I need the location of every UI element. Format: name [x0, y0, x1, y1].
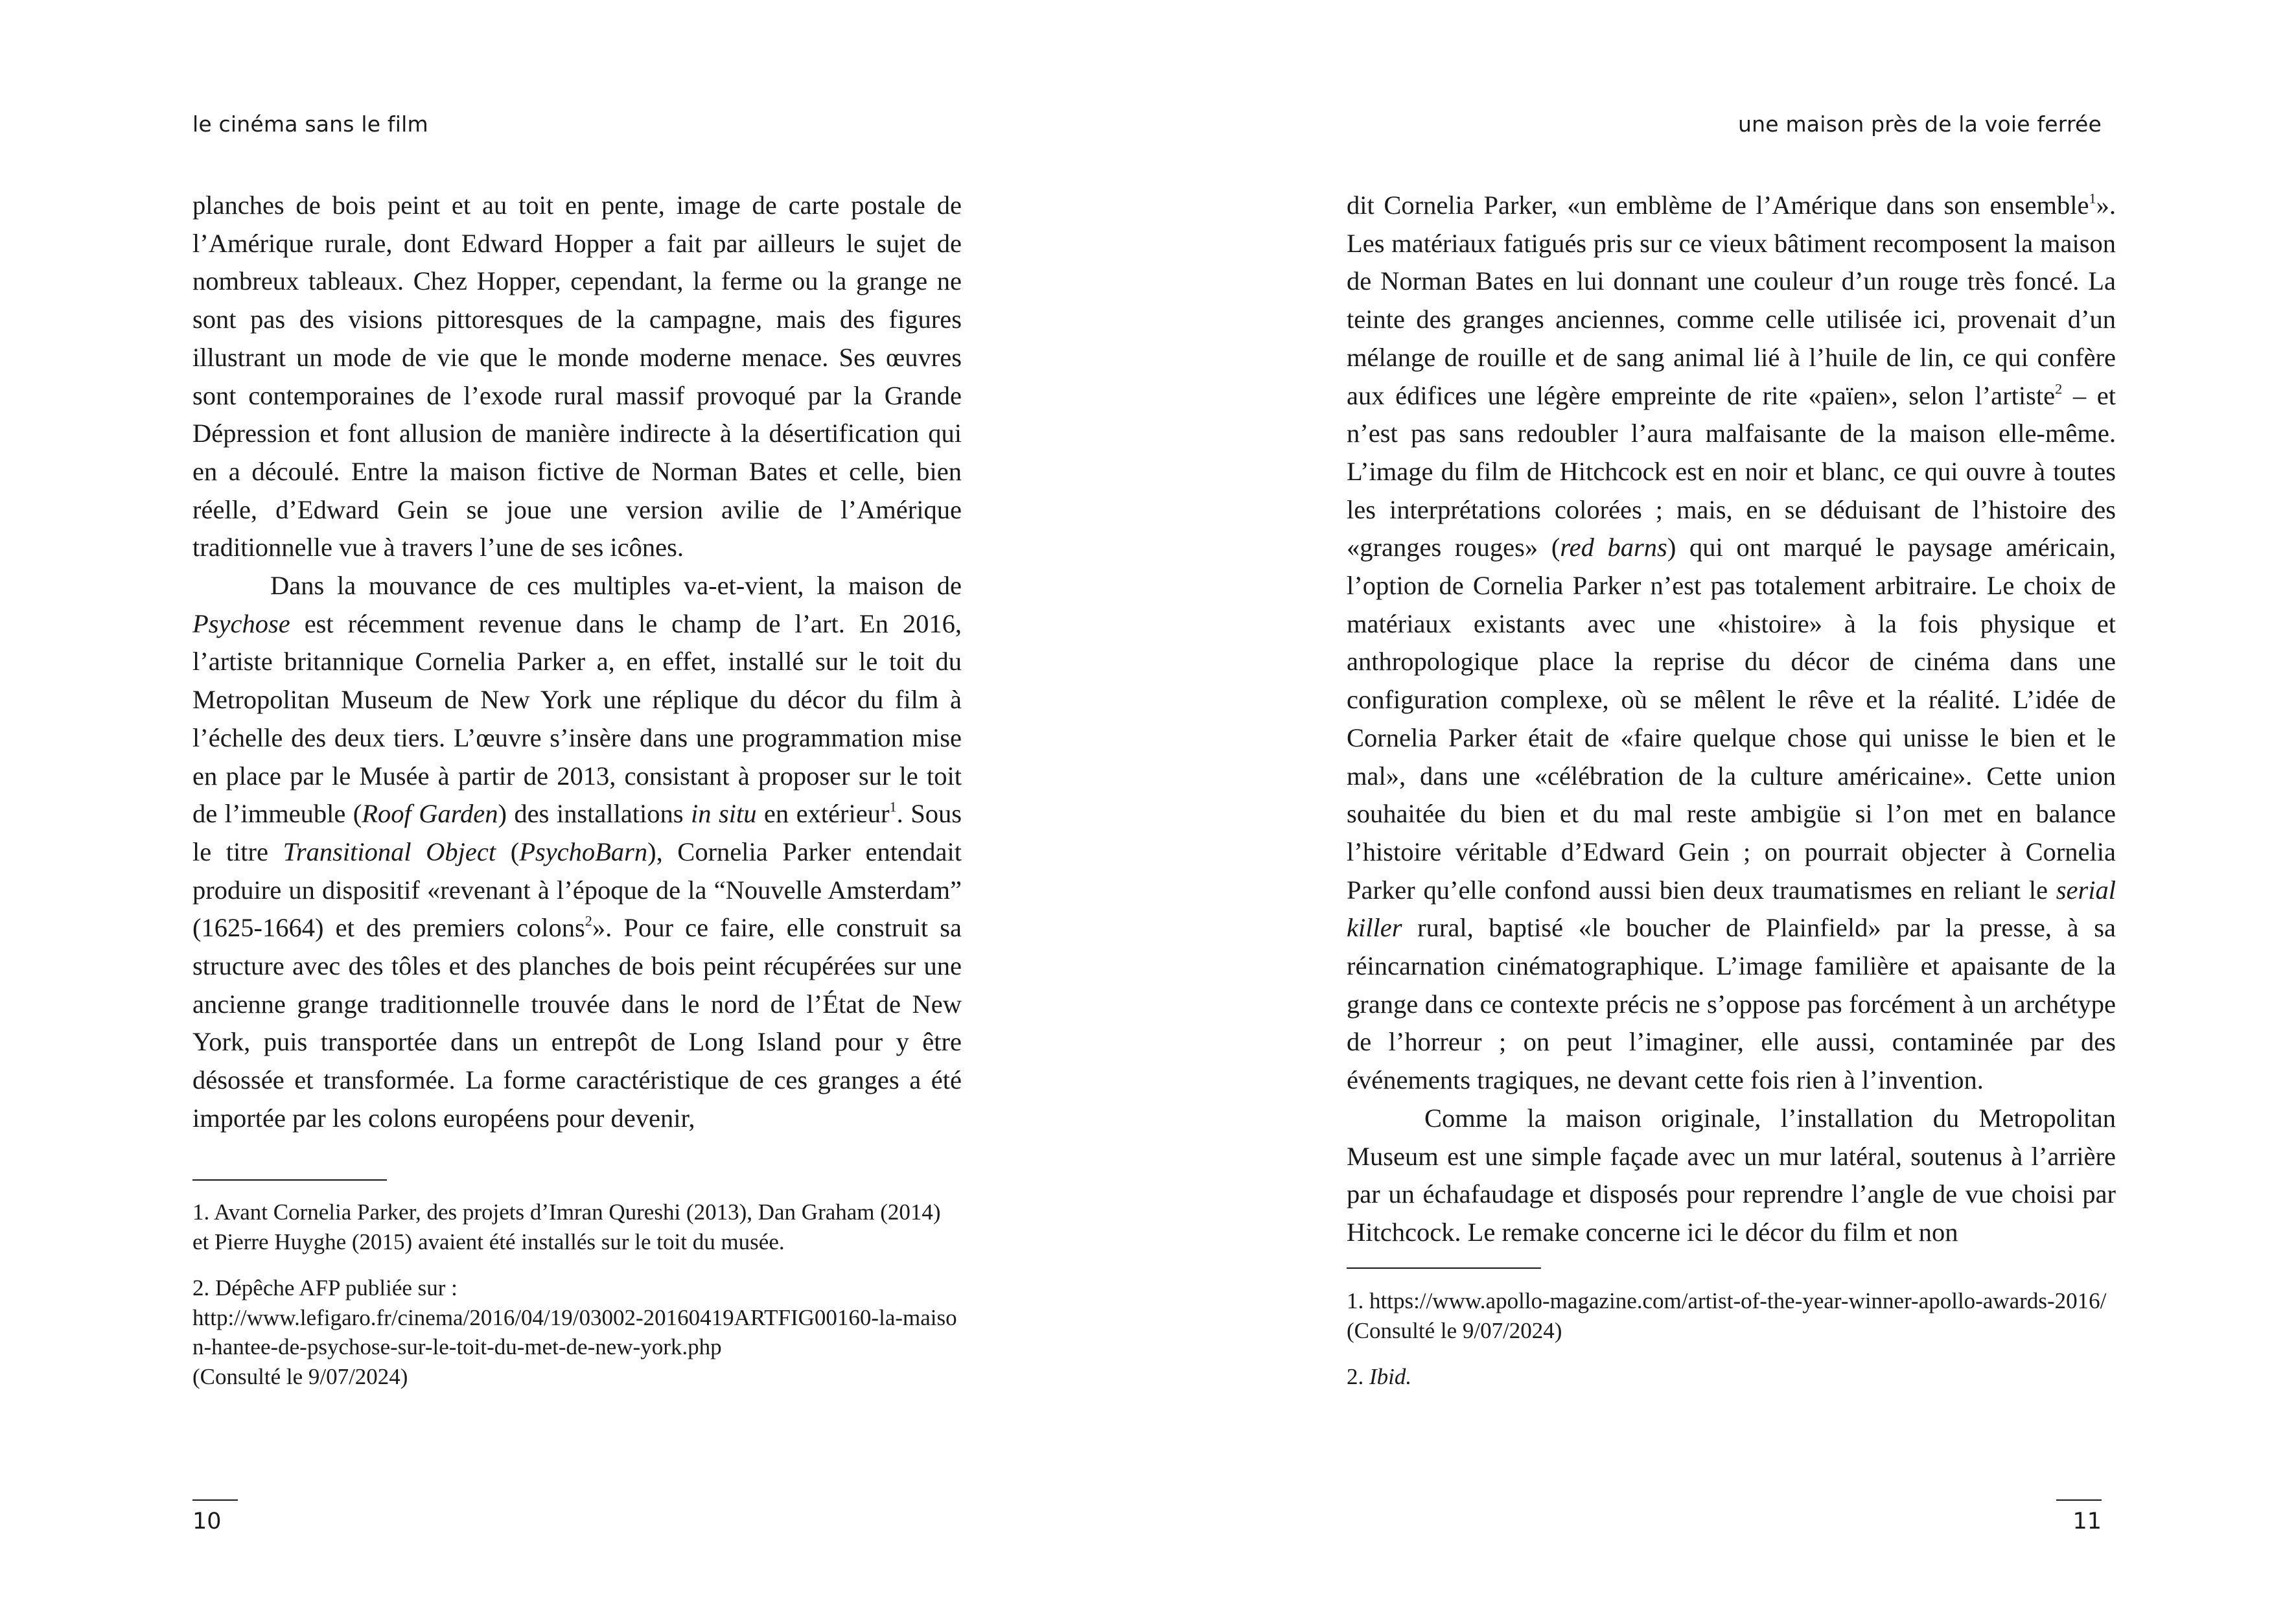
text-run: ), Cornelia Parker entendait produire un dispositif «revenant à l’époque de la “Nouvelle Amsterdam” (1625-1664) et des premiers colons	[192, 837, 962, 943]
footnote-consulted: (Consulté le 9/07/2024)	[192, 1363, 408, 1389]
italic-term: Roof Garden	[362, 799, 498, 829]
footnote-label: 2. Dépêche AFP publiée sur :	[192, 1275, 458, 1301]
body-text-left	[192, 187, 962, 1138]
paragraph: planches de bois peint et au toit en pente, image de carte postale de l’Amérique rurale, dont Edward Hopper a fait par ailleurs le sujet de nombreux tableaux. Chez Hopper, cependant, la ferme ou la grange ne sont pas des visions pittoresques de la campagne, mais des figures illustrant un mode de vie que le monde moderne menace. Ses œuvres sont contemporaines de l’exode rural massif provoqué par la Grande Dépression et font allusion de manière indirecte à la désertification qui en a découlé. Entre la maison fictive de Norman Bates et celle, bien réelle, d’Edward Gein se joue une version avilie de l’Amérique traditionnelle vue à travers l’une de ses icônes.	[192, 191, 962, 562]
footnote-ref: 1	[2089, 190, 2096, 207]
footnote	[192, 1273, 962, 1391]
footnote-ref: 2	[2055, 380, 2063, 397]
paragraph	[1347, 187, 2116, 1100]
running-head-left: le cinéma sans le film	[192, 111, 428, 137]
italic-title: Transitional Object	[283, 837, 496, 866]
paragraph: Comme la maison originale, l’installation du Metropolitan Museum est une simple façade avec un mur latéral, soutenus à l’arrière par un échafaudage et disposés pour reprendre l’angle de vue choisi par Hitchcock. Le remake concerne ici le décor du film et non	[1347, 1103, 2116, 1247]
footnote-ref: 2	[585, 912, 592, 929]
text-run: en extérieur	[756, 799, 890, 829]
italic-title: Psychose	[192, 608, 290, 638]
text-run: (	[496, 837, 520, 866]
footnote-url: http://www.lefigaro.fr/cinema/2016/04/19/03002-20160419ARTFIG00160-la-maison-hantee-de-psychose-sur-le-toit-du-met-de-new-york.php	[192, 1304, 957, 1359]
footnotes-right	[1347, 1286, 2116, 1409]
footnote-rule	[1347, 1267, 1541, 1269]
footnote: 1. https://www.apollo-magazine.com/artist-of-the-year-winner-apollo-awards-2016/ (Consulté le 9/07/2024)	[1347, 1288, 2107, 1343]
text-run: . Sous le titre	[192, 799, 962, 866]
text-run: rural, baptisé «le boucher de Plainfield» par la presse, à sa réincarnation cinématographique. L’image familière et apaisante de la grange dans ce contexte précis ne s’oppose pas forcément à un archétype de l’horreur ; on peut l’imaginer, elle aussi, contaminée par des événements tragiques, ne devant cette fois rien à l’invention.	[1347, 913, 2116, 1095]
text-run: ». Pour ce faire, elle construit sa structure avec des tôles et des planches de bois peint récupérées sur une ancienne grange traditionnelle trouvée dans le nord de l’État de New York, puis transportée dans un entrepôt de Long Island pour y être désossée et transformée. La forme caractéristique de ces granges a été importée par les colons européens pour devenir,	[192, 913, 962, 1133]
italic-term: red barns	[1560, 533, 1667, 562]
italic-term: Ibid.	[1369, 1364, 1412, 1389]
body-text-right	[1347, 187, 2116, 1252]
page-number-right: 11	[2072, 1509, 2102, 1534]
paragraph	[192, 567, 962, 1138]
footnotes-left	[192, 1197, 962, 1408]
text-run: – et n’est pas sans redoubler l’aura malfaisante de la maison elle-même. L’image du film de Hitchcock est en noir et blanc, ce qui ouvre à toutes les interprétations colorées ; mais, en se déduisant de l’histoire des «granges rouges» (	[1347, 380, 2116, 562]
text-run: ) qui ont marqué le paysage américain, l’option de Cornelia Parker n’est pas totalement arbitraire. Le choix de matériaux existants avec une «histoire» à la fois physique et anthropologique place la reprise du décor de cinéma dans une configuration complexe, où se mêlent le rêve et la réalité. L’idée de Cornelia Parker était de «faire quelque chose qui unisse le bien et le mal», dans une «célébration de la culture américaine». Cette union souhaitée du bien et du mal reste ambigüe si l’on met en balance l’histoire véritable d’Edward Gein ; on pourrait objecter à Cornelia Parker qu’elle confond aussi bien deux traumatismes en reliant le	[1347, 533, 2116, 905]
folio-rule	[192, 1499, 238, 1501]
running-head-right: une maison près de la voie ferrée	[1738, 111, 2102, 137]
folio-rule	[2056, 1499, 2102, 1501]
footnote-number: 2.	[1347, 1364, 1369, 1389]
footnote-rule	[192, 1179, 387, 1181]
right-page	[1148, 0, 2296, 1607]
text-run: dit Cornelia Parker, «un emblème de l’Amérique dans son ensemble	[1347, 191, 2089, 220]
text-run: Dans la mouvance de ces multiples va-et-vient, la maison de	[270, 571, 962, 601]
text-run: est récemment revenue dans le champ de l’art. En 2016, l’artiste britannique Cornelia Parker a, en effet, installé sur le toit du Metropolitan Museum de New York une réplique du décor du film à l’échelle des deux tiers. L’œuvre s’insère dans une programmation mise en place par le Musée à partir de 2013, consistant à proposer sur le toit de l’immeuble (	[192, 608, 962, 829]
footnote-ref: 1	[889, 798, 897, 815]
italic-title: PsychoBarn	[519, 837, 648, 866]
italic-term: serial killer	[1347, 875, 2116, 943]
footnote: 1. Avant Cornelia Parker, des projets d’Imran Qureshi (2013), Dan Graham (2014) et Pierre Huyghe (2015) avaient été installés sur le toit du musée.	[192, 1199, 941, 1254]
text-run: ». Les matériaux fatigués pris sur ce vieux bâtiment recomposent la maison de Norman Bates en lui donnant une couleur d’un rouge très foncé. La teinte des granges anciennes, comme celle utilisée ici, provenait d’un mélange de rouille et de sang animal lié à l’huile de lin, ce qui confère aux édifices une légère empreinte de rite «païen», selon l’artiste	[1347, 191, 2116, 410]
italic-term: in situ	[691, 799, 757, 829]
text-run: ) des installations	[498, 799, 691, 829]
page-number-left: 10	[192, 1509, 222, 1534]
footnote	[1347, 1362, 2116, 1392]
